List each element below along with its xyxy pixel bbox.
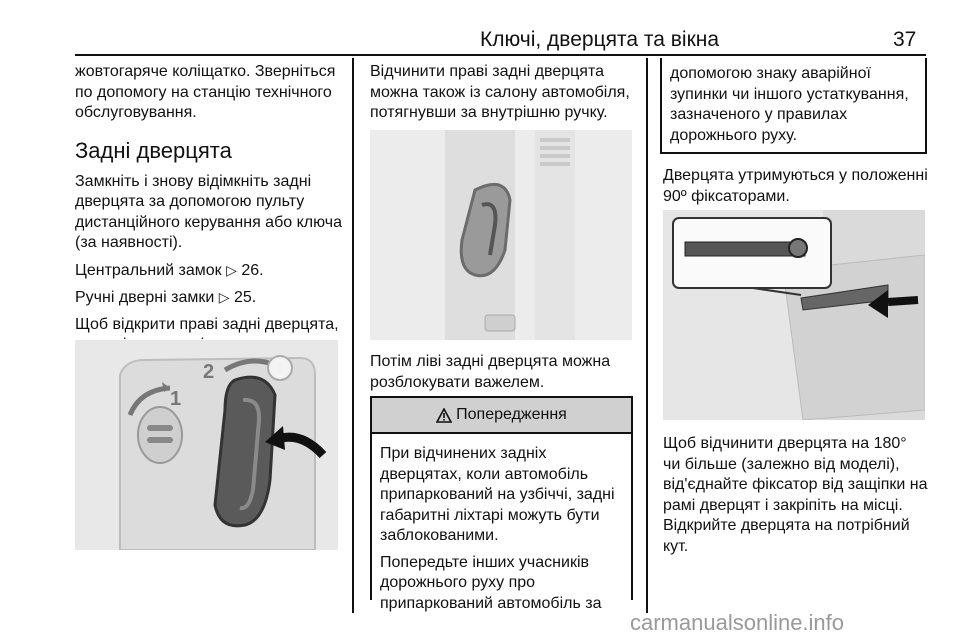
- paragraph: Щоб відкрити праві задні дверцята,: [75, 315, 339, 333]
- page-reference-link[interactable]: 26.: [241, 261, 264, 279]
- column-2-text: [370, 352, 635, 399]
- paragraph: жовтогаряче коліщатко. Зверніться по допомогу на станцію технічного обслуговування.: [75, 63, 336, 121]
- door-check-strap-drawing: [663, 210, 925, 420]
- section-heading: Задні дверцята: [75, 137, 232, 163]
- page-header-title: Ключі, дверцята та вікна: [480, 28, 720, 51]
- exterior-handle-drawing: [75, 340, 338, 550]
- interior-handle-illustration: [370, 130, 632, 340]
- paragraph: Потім ліві задні дверцята можна розблокувати важелем.: [370, 353, 611, 391]
- triangle-right-icon: ▷: [226, 261, 237, 278]
- paragraph: допомогою знаку аварійної зупинки чи іншого устаткування, зазначеного у правилах дорожнього руху.: [670, 65, 909, 144]
- header-rule: [75, 54, 926, 56]
- step-number-label: 2: [203, 361, 215, 383]
- paragraph: Центральний замок ▷ 26.: [75, 261, 264, 279]
- triangle-right-icon: ▷: [218, 289, 230, 305]
- column-3-text: [663, 434, 928, 563]
- warning-box-continued: [660, 58, 927, 154]
- page-number: 37: [893, 28, 917, 51]
- interior-handle-drawing: [370, 130, 632, 340]
- watermark: carmanualsonline.info: [630, 610, 845, 635]
- paragraph: Замкніть і знову відімкніть задні дверцята за допомогою пульту дистанційного керування або ключа (за наявності).: [75, 172, 342, 251]
- column-1: [75, 62, 345, 362]
- column-divider: [352, 58, 354, 613]
- column-2: [370, 62, 635, 130]
- warning-box: [370, 396, 633, 612]
- paragraph: Дверцята утримуються у положенні 90º фіксаторами.: [663, 167, 928, 205]
- paragraph: Попередьте інших учасників дорожнього руху про припаркований автомобіль за: [380, 553, 602, 612]
- door-check-strap-illustration: [663, 210, 925, 420]
- paragraph: Ручні дверні замки ▷ 25.: [75, 289, 257, 306]
- warning-header: [372, 398, 631, 434]
- column-3: [663, 166, 928, 213]
- paragraph: Відчинити праві задні дверцята можна також із салону автомобіля, потягнувши за внутрішню ручку.: [370, 63, 630, 121]
- paragraph: Щоб відчинити дверцята на 180° чи більше (залежно від моделі), від'єднайте фіксатор від защіпки на рамі дверцят і закріпіть на місці. Відкрийте дверцята на потрібний кут.: [663, 435, 928, 555]
- column-divider: [646, 58, 648, 613]
- exterior-handle-illustration: [75, 340, 338, 550]
- warning-title: Попередження: [456, 406, 567, 423]
- warning-triangle-icon: [436, 408, 452, 423]
- warning-body: [372, 434, 631, 614]
- paragraph: При відчинених задніх дверцятах, коли автомобіль припаркований на узбіччі, задні габаритні ліхтарі можуть бути заблокованими.: [380, 445, 615, 544]
- step-number-label: 1: [170, 388, 182, 410]
- page-reference-link[interactable]: 25.: [234, 289, 257, 306]
